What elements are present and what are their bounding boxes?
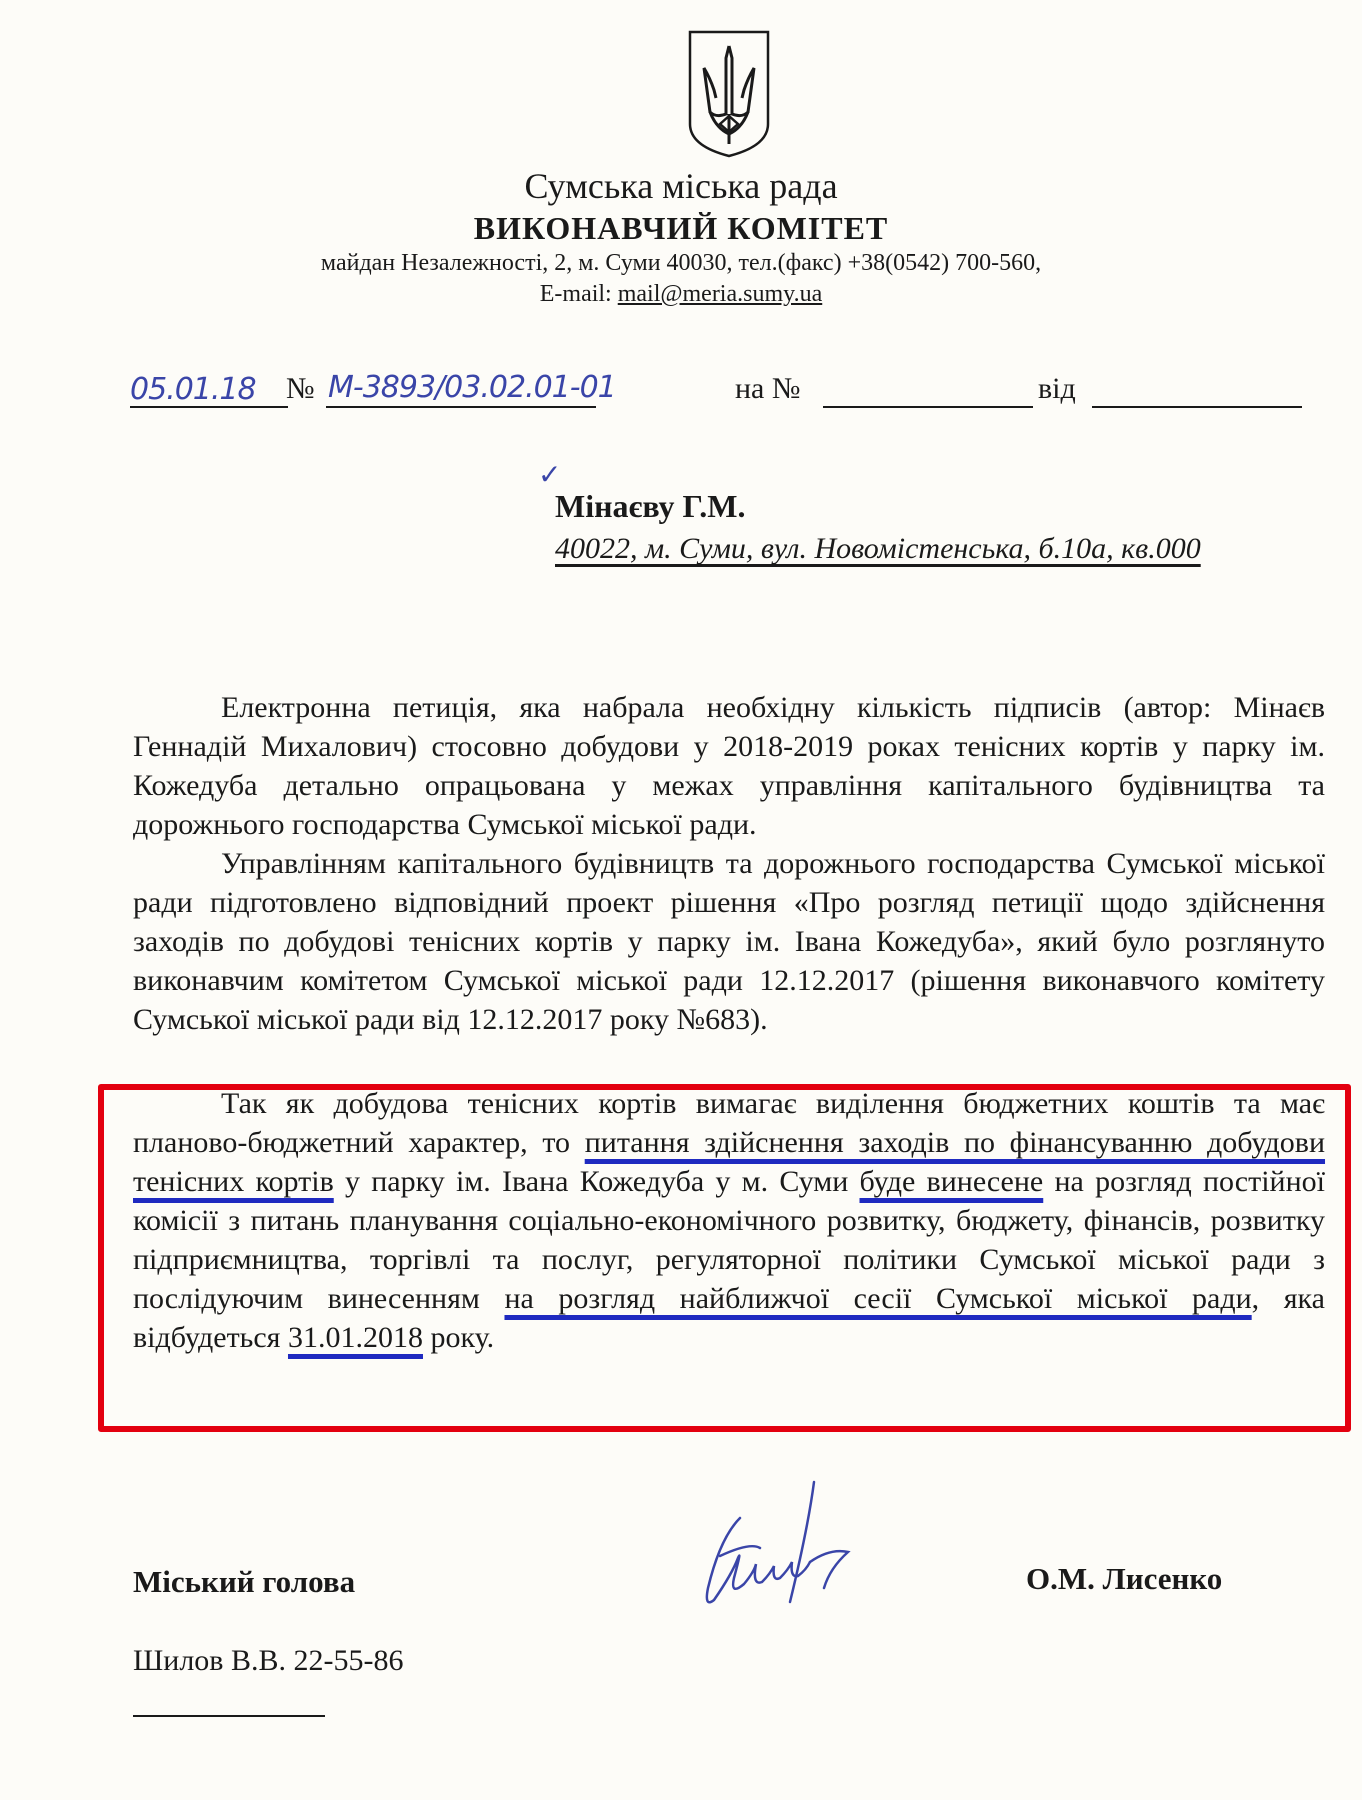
reply-number-label: на № [735, 372, 801, 405]
paragraph-2: Управлінням капітального будівництв та дорожнього господарства Сумської міської ради підготовлено відповідний проект рішення «Про розгляд петиції щодо здійснення заходів по добудові тенісних кортів у парку ім. Івана Кожедуба», який було розглянуто виконавчим комітетом Сумської міської ради 12.12.2017 (рішення виконавчого комітету Сумської міської ради від 12.12.2017 року №683). [133, 847, 1325, 1036]
recipient-address [555, 532, 1201, 566]
paragraph-3-text: у парку ім. Івана Кожедуба у м. Суми [333, 1165, 860, 1198]
paragraph-3-text: Так як добудова тенісних кортів вимагає виділення бюджетних коштів та має планово-бюджетний характер, то [133, 1087, 1325, 1159]
check-mark: ✓ [538, 460, 562, 491]
signature-icon [680, 1478, 860, 1620]
footer-divider [133, 1715, 325, 1717]
date-underline [130, 406, 288, 408]
outgoing-number-label: № [286, 372, 315, 405]
coat-of-arms-icon [686, 28, 772, 160]
paragraph-3-text: року. [422, 1321, 495, 1354]
reply-number-blank [823, 406, 1033, 408]
highlight-box [98, 1084, 1351, 1432]
paragraph-3-text: , яка відбудеться [133, 1282, 1325, 1354]
signatory-name: О.М. Лисенко [1026, 1561, 1223, 1596]
underlined-phrase: на розгляд найближчої сесії Сумської міської ради [504, 1282, 1252, 1315]
reply-date-label: від [1038, 372, 1076, 405]
reply-date-blank [1092, 406, 1302, 408]
paragraph-1: Електронна петиція, яка набрала необхідну кількість підписів (автор: Мінаєв Геннадій Михалович) стосовно добудови у 2018-2019 роках тенісних кортів у парку ім. Кожедуба детально опрацьована у межах управління капітального будівництва та дорожнього господарства Сумської міської ради. [133, 691, 1325, 841]
recipient-address-text: 40022, м. Суми, вул. Новомістенська, б.10а, кв.000 [555, 532, 1201, 565]
organization-name: Сумська міська рада [524, 166, 838, 206]
recipient-name: Мінаєву Г.М. [555, 488, 746, 524]
email-label: E-mail: [539, 281, 612, 307]
outgoing-date: 05.01.18 [130, 372, 256, 407]
executor-contact: Шилов В.В. 22-55-86 [133, 1644, 404, 1677]
letterhead-address: майдан Незалежності, 2, м. Суми 40030, тел.(факс) +38(0542) 700-560, [320, 250, 1042, 276]
underlined-date: 31.01.2018 [287, 1321, 423, 1354]
paragraph-3-text: на розгляд постійної комісії з питань планування соціально-економічного розвитку, бюджету, фінансів, розвитку підприємництва, торгівлі та послуг, регуляторної політики Сумської міської ради з послідуючим винесенням [133, 1165, 1325, 1315]
underlined-phrase: питання здійснення заходів по фінансуванню добудови тенісних кортів [133, 1126, 1326, 1198]
committee-name: ВИКОНАВЧИЙ КОМІТЕТ [473, 210, 889, 246]
letterhead-email-line [0, 281, 1362, 308]
email-link[interactable]: mail@meria.sumy.ua [617, 281, 823, 307]
number-underline [326, 406, 596, 408]
underlined-phrase: буде винесене [859, 1165, 1044, 1198]
signatory-title: Міський голова [133, 1564, 356, 1599]
outgoing-number: М-3893/03.02.01-01 [328, 370, 616, 405]
